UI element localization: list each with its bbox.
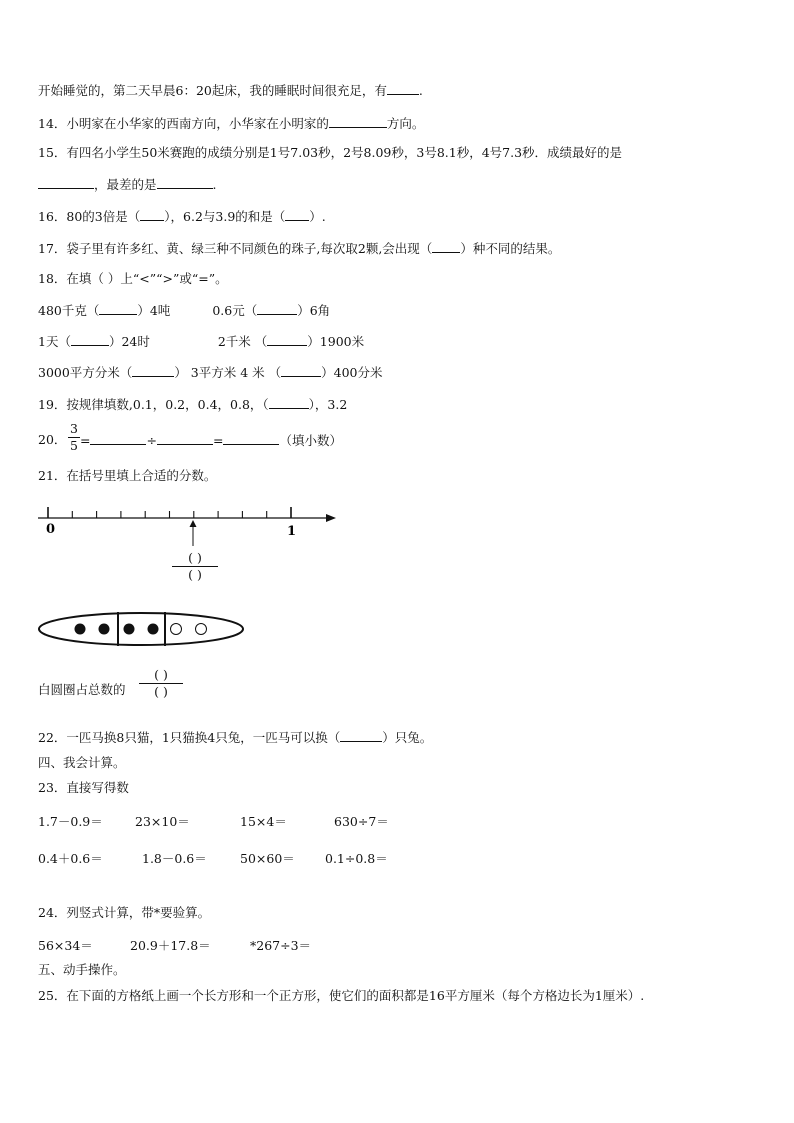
q15-text: 15．有四名小学生50米赛跑的成绩分别是1号7.03秒，2号8.09秒，3号8.1秒，4号7.3秒．成绩最好的是 (38, 145, 623, 160)
q21-numerator-blank[interactable]: ( ) (188, 550, 202, 565)
q18-text: 18．在填（ ）上“<”“>”或“=”。 (38, 271, 228, 286)
q19-blank[interactable] (269, 396, 309, 409)
black-bead (75, 624, 86, 635)
section-5-title: 五、动手操作。 (38, 962, 126, 977)
q20-label (38, 432, 66, 448)
q15-end: . (212, 177, 217, 192)
q16-line (38, 208, 326, 225)
q22-blank[interactable] (340, 729, 382, 742)
vertical-calc-item: 20.9＋17.8＝ (130, 938, 211, 953)
q16-blank-2[interactable] (285, 208, 309, 221)
white-numerator-blank[interactable]: ( ) (154, 667, 168, 682)
q19-line (38, 396, 347, 413)
q17-text: 17．袋子里有许多红、黄、绿三种不同颜色的珠子,每次取2颗,会出现（ (38, 241, 433, 256)
number-line-ticks (48, 507, 291, 518)
q20-div: ÷ (146, 433, 157, 448)
white-bead (196, 624, 207, 635)
q17-blank[interactable] (432, 240, 460, 253)
q18-r3-blank-1[interactable] (132, 364, 174, 377)
q22-end: ）只兔。 (382, 730, 433, 745)
q18-row-3 (38, 364, 382, 381)
black-bead (148, 624, 159, 635)
q20-denominator: 5 (70, 438, 78, 453)
q20-eq-2: = (212, 433, 224, 448)
vertical-calc-item: *267÷3＝ (250, 938, 312, 953)
white-fraction[interactable] (139, 668, 183, 699)
white-label: 白圆圈占总数的 (38, 682, 126, 697)
q15-best-blank[interactable] (38, 176, 94, 189)
q14-text-end: 方向。 (386, 116, 425, 131)
white-fraction-line (38, 682, 126, 698)
q24-text: 24．列竖式计算，带*要验算。 (38, 905, 211, 920)
q18-r1-end: ）6角 (297, 303, 331, 318)
q25-line (38, 988, 644, 1004)
q22-line (38, 729, 432, 746)
q16-text: 16．80的3倍是（ (38, 209, 141, 224)
q20-eq-1: = (80, 433, 91, 448)
q18-r3-blank-2[interactable] (281, 364, 321, 377)
q18-r2-blank-1[interactable] (71, 333, 109, 346)
q20-number: 20． (38, 432, 67, 447)
arrow-right-icon (326, 514, 336, 522)
q20-blank-1[interactable] (90, 432, 146, 445)
q18-r3-left: 3000平方分米（ (38, 365, 133, 380)
q19-end: ），3.2 (308, 397, 348, 412)
q21-denominator-blank[interactable]: ( ) (188, 567, 202, 582)
q13-text: 开始睡觉的，第二天早晨6：20起床，我的睡眠时间很充足，有 (38, 83, 387, 98)
q20-fraction (68, 422, 80, 453)
calc-item: 0.1÷0.8＝ (325, 851, 388, 866)
calc-item: 23×10＝ (135, 814, 190, 829)
q18-r2-right: 2千米 （ (217, 334, 268, 349)
calc-item: 50×60＝ (240, 851, 295, 866)
calc-item: 15×4＝ (240, 814, 287, 829)
q20-blank-3[interactable] (223, 432, 279, 445)
q20-line (80, 432, 342, 449)
q18-r1-mid: ）4吨 (137, 303, 171, 318)
q18-r1-right: 0.6元（ (212, 303, 258, 318)
white-denominator-blank[interactable]: ( ) (154, 684, 168, 699)
section-4-title: 四、我会计算。 (38, 755, 126, 770)
vertical-calc-item: 56×34＝ (38, 938, 93, 953)
q18-row-1 (38, 302, 330, 319)
q18-r1-blank-1[interactable] (99, 302, 137, 315)
calc-item: 1.8－0.6＝ (142, 851, 207, 866)
q20-blank-2[interactable] (157, 432, 213, 445)
q18-r2-end: ）1900米 (307, 334, 365, 349)
nl-zero-label: 0 (46, 522, 56, 537)
q24-line (38, 905, 210, 921)
q15-worst-blank[interactable] (157, 176, 213, 189)
q21-text: 21．在括号里填上合适的分数。 (38, 468, 217, 483)
q13-answer-blank[interactable] (387, 82, 419, 95)
calc-item: 630÷7＝ (334, 814, 389, 829)
q20-numerator: 3 (70, 421, 78, 436)
q16-blank-1[interactable] (140, 208, 164, 221)
q15-text-mid: ，最差的是 (94, 177, 157, 192)
nl-one-label: 1 (287, 524, 297, 539)
q16-text-mid: ），6.2与3.9的和是（ (164, 209, 286, 224)
q14-text: 14．小明家在小华家的西南方向，小华家在小明家的 (38, 116, 329, 131)
q13-end: . (418, 83, 423, 98)
q18-r2-mid: ）24时 (108, 334, 150, 349)
q25-text: 25．在下面的方格纸上画一个长方形和一个正方形，使它们的面积都是16平方厘米（每个方格边长为1厘米）. (38, 988, 645, 1003)
beads (75, 624, 207, 635)
bead-oval (36, 608, 248, 650)
up-arrow-icon (186, 520, 200, 546)
q22-text: 22．一匹马换8只猫，1只猫换4只兔，一匹马可以换（ (38, 730, 341, 745)
q21-line (38, 468, 216, 484)
q15-line-2 (38, 176, 217, 193)
black-bead (124, 624, 135, 635)
q23-line (38, 780, 129, 796)
q18-r3-mid: ） 3平方米 4 米 （ (174, 365, 282, 380)
q23-text: 23．直接写得数 (38, 780, 129, 795)
q19-text: 19．按规律填数,0.1，0.2，0.4，0.8，（ (38, 397, 269, 412)
white-bead (171, 624, 182, 635)
calc-item: 1.7－0.9＝ (38, 814, 103, 829)
q14-answer-blank[interactable] (329, 115, 387, 128)
q18-r3-end: ）400分米 (321, 365, 383, 380)
q17-line (38, 240, 560, 257)
q15-line (38, 145, 622, 161)
q18-r2-blank-2[interactable] (267, 333, 307, 346)
q21-answer-fraction[interactable] (172, 551, 218, 582)
q13-line (38, 82, 423, 99)
section-4-heading (38, 755, 126, 771)
q18-row-2 (38, 333, 364, 350)
q14-line (38, 115, 424, 132)
q18-r2-left: 1天（ (38, 334, 71, 349)
black-bead (99, 624, 110, 635)
q20-tail: （填小数） (279, 433, 342, 448)
q18-r1-blank-2[interactable] (257, 302, 297, 315)
q16-end: ）. (309, 209, 326, 224)
q18-r1-left: 480千克（ (38, 303, 100, 318)
calc-item: 0.4＋0.6＝ (38, 851, 103, 866)
q18-line (38, 271, 228, 287)
section-5-heading (38, 962, 126, 978)
q17-end: ）种不同的结果。 (460, 241, 561, 256)
